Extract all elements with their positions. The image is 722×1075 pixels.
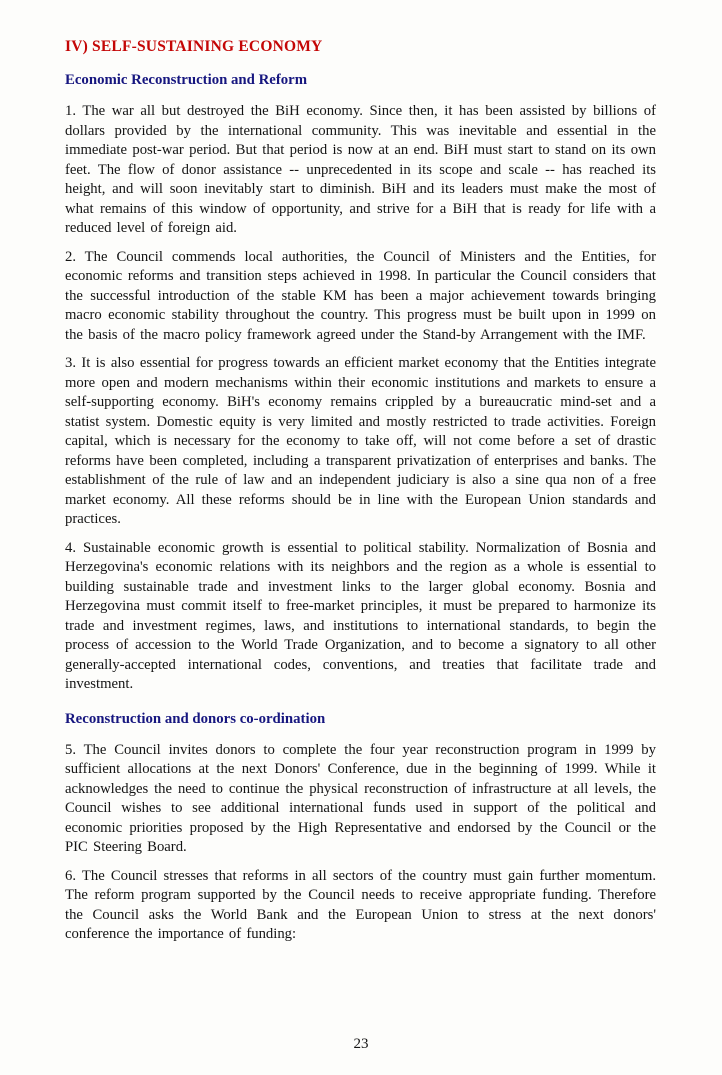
document-title: IV) SELF-SUSTAINING ECONOMY [65,38,323,55]
page-number: 23 [353,1036,369,1052]
section-heading-economic-reconstruction: Economic Reconstruction and Reform [65,72,308,88]
section-heading-reconstruction-donors: Reconstruction and donors co-ordination [65,710,326,727]
paragraph-3: 3. It is also essential for progress towards an efficient market economy that the Entities integrate more open and modern mechanisms within their economic institutions and markets to ensure a self-supporting economy. BiH's economy remains crippled by a bureaucratic mind-set and a statist system. Domestic equity is very limited and mostly restricted to trade activities. Foreign capital, which is necessary for the economy to take off, will not come before a set of drastic reforms have been completed, including a transparent privatization of enterprises and banks. The establishment of the rule of law and an independent judiciary is also a sine qua non of a free market economy. All these reforms should be in line with the European Union standards and practices. [65,355,656,527]
paragraph-1: 1. The war all but destroyed the BiH economy. Since then, it has been assisted by billions of dollars provided by the international community. This was inevitable and essential in the immediate post-war period. But that period is now at an end. BiH must start to stand on its own feet. The flow of donor assistance -- unprecedented in its scope and scale -- has reached its height, and will soon inevitably start to diminish. BiH and its leaders must make the most of what remains of this window of opportunity, and strive for a BiH that is ready for life with a reduced level of foreign aid. [65,103,656,236]
paragraph-5: 5. The Council invites donors to complete the four year reconstruction program in 1999 by sufficient allocations at the next Donors' Conference, due in the beginning of 1999. While it acknowledges the need to continue the physical reconstruction of infrastructure at all levels, the Council wishes to see additional international funds used in support of the political and economic priorities proposed by the High Representative and endorsed by the Council or the PIC Steering Board. [65,741,656,855]
paragraph-6: 6. The Council stresses that reforms in all sectors of the country must gain further momentum. The reform program supported by the Council needs to receive appropriate funding. Therefore the Council asks the World Bank and the European Union to stress at the next donors' conference the importance of funding: [65,867,656,942]
paragraph-2: 2. The Council commends local authorities, the Council of Ministers and the Entities, for economic reforms and transition steps achieved in 1998. In particular the Council considers that the successful introduction of the stable KM has been a major achievement towards bringing macro economic stability throughout the country. This progress must be built upon in 1999 on the basis of the macro policy framework agreed under the Stand-by Arrangement with the IMF. [65,248,656,343]
paragraph-4: 4. Sustainable economic growth is essential to political stability. Normalization of Bosnia and Herzegovina's economic relations with its neighbors and the region as a whole is essential to building sustainable trade and investment links to the larger global economy. Bosnia and Herzegovina must commit itself to free-market principles, it must be prepared to harmonize its trade and investment regimes, laws, and institutions to international standards, to begin the process of accession to the World Trade Organization, and to become a signatory to all other generally-accepted international codes, conventions, and treaties that facilitate trade and investment. [65,539,656,692]
